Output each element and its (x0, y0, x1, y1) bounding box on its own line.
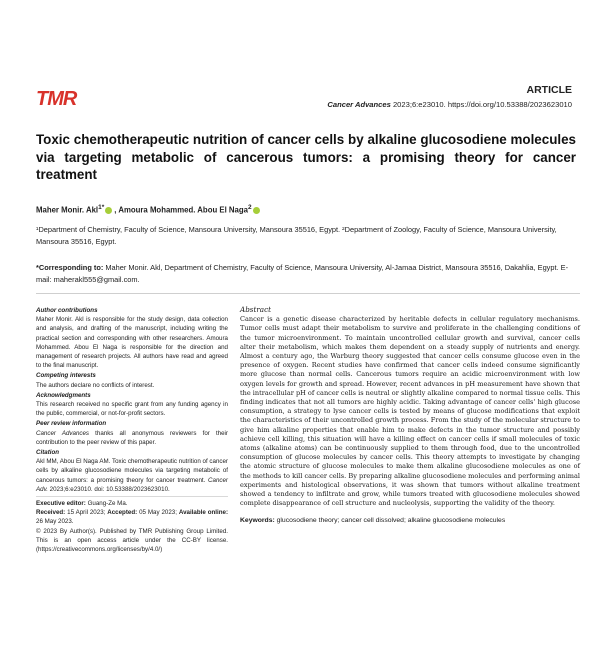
competing-heading: Competing interests (36, 372, 96, 380)
article-type-label: ARTICLE (526, 84, 572, 96)
citation-heading: Citation (36, 449, 60, 457)
doi-text[interactable]: 2023;6:e23010. https://doi.org/10.53388/2023623010 (390, 100, 572, 109)
header-divider (36, 293, 580, 294)
contributions-text: Maher Monir. Akl is responsible for the study design, data collection and analysis, and drafting of the manuscript, including writing the practical section and corresponding with other researchers. Amoura Mohammed. Abou El Naga is responsible for the direction and management of research projects. All authors have read and agreed to the final manuscript. (36, 316, 228, 370)
received-date: 15 April 2023; (65, 509, 108, 517)
peer-review-body: thanks all anonymous reviewers for their contribution to the peer review of this paper. (36, 429, 228, 446)
contributions-heading: Author contributions (36, 307, 98, 314)
article-info-sidebar (36, 305, 228, 554)
citation-journal: Cancer Adv. (36, 476, 228, 493)
peer-review-heading: Peer review information (36, 420, 107, 428)
author-2-affil-sup: 2 (248, 204, 252, 211)
copyright-text: © 2023 By Author(s). Published by TMR Publishing Group Limited. This is an open access article under the CC-BY license. (https://creativecommons.org/licenses/by/4.0/) (36, 527, 228, 554)
dates-line (36, 508, 228, 526)
author-1-name: Maher Monir. Akl (36, 205, 99, 215)
tmr-logo: TMR (36, 88, 77, 110)
abstract-section (240, 305, 580, 526)
accepted-date: 05 May 2023; (137, 509, 179, 517)
corresponding-author (36, 262, 580, 285)
acknowledgments-heading: Acknowledgments (36, 391, 91, 399)
abstract-text: Cancer is a genetic disease characterized by heritable defects in cellular regulatory mechanisms. Tumor cells must adapt their metabolism to survive and proliferate in the challenging conditions of the tumor microenvironment. To maintain uncontrolled cellular growth and survival, cancer cells alter their metabolism, which makes them dependent on a steady supply of nutrients and energy. Almost a century ago, the Warburg theory suggested that cancer cells consume glucose even in the presence of oxygen. Recent studies have confirmed that cancer cells indeed consume significantly more glucose than normal cells. Cancerous tumors require an acidic microenvironment with low oxygen levels for growth and spread. However, recent advances in pH measurement have shown that the intracellular pH of cancer cells is neutral or slightly alkaline compared to normal tissue cells. This finding indicates that not all tumors are highly acidic. Taking advantage of cancer cells' high glucose consumption, a strategy to lyse cancer cells is tested by means of glucose modifications that exploit the characteristics of their uncontrolled growth process. From the study of the molecular structure to give him alkaline properties that enable him to make defects in the tumor structure and possibly achieve cell killing, this situation will have a killing effect on cancer cells if small molecules of toxic atoms (alkaline atoms) can be continuously supplied to them through food, due to the uncontrolled consumption of glucose molecules by cancer cells. This theory attempts to investigate by changing the atomic structure of glucose molecules to make them alkaline glucosodiene molecules as one of the methods to kill cancer cells. By preparing alkaline glucosodiene molecules and performing animal experiments and histological observations, it was shown that tumors without alkaline treatment showed a tendency to infiltrate and grow, while tumors treated with glucosodiene molecules showed complete disappearance of cell structure and nucleolysis, supporting the validity of the theory. (240, 315, 580, 508)
keywords-text: glucosodiene theory; cancer cell dissolved; alkaline glucosodiene molecules (274, 517, 506, 525)
paper-title: Toxic chemotherapeutic nutrition of cancer cells by alkaline glucosodiene molecules via targeting metabolic of cancerous tumors: a promising theory for cancer treatment (36, 132, 576, 182)
competing-text: The authors declare no conflicts of interest. (36, 381, 155, 389)
citation-text (36, 457, 228, 494)
keywords (240, 516, 580, 525)
editor-label: Executive editor: (36, 500, 86, 508)
corresponding-text: Maher Monir. Akl, Department of Chemistry, Faculty of Science, Mansoura University, Al-Jamaa District, Mansoura 35516, Dakahlia, Egypt. E-mail: maherakl555@gmail.com. (36, 263, 569, 284)
corresponding-label: *Corresponding to: (36, 263, 104, 272)
available-label: Available online: (178, 509, 228, 517)
editor-name: Guang-Ze Ma. (85, 500, 128, 508)
executive-editor (36, 499, 228, 508)
author-list: Maher Monir. Akl$^{1*}$ , Amoura Mohammed. Abou El Naga$^2$ (36, 204, 262, 215)
accepted-label: Accepted: (107, 509, 138, 517)
orcid-icon[interactable] (105, 207, 112, 214)
peer-review-journal: Cancer Advances (36, 429, 90, 437)
acknowledgments-text: This research received no specific grant from any funding agency in the public, commercial, or not-for-profit sectors. (36, 401, 228, 418)
peer-review-text (36, 429, 228, 447)
abstract-heading: Abstract (240, 305, 272, 314)
affiliations: ¹Department of Chemistry, Faculty of Science, Mansoura University, Mansoura 35516, Egypt. ²Department of Zoology, Faculty of Science, Mansoura University, Mansoura 35516, Egypt. (36, 225, 557, 246)
citation-body-b: 2023;6:e23010. doi: 10.53388/2023623010. (47, 485, 170, 493)
sidebar-divider (36, 496, 228, 497)
available-date: 26 May 2023. (36, 518, 74, 526)
journal-name: Cancer Advances (327, 100, 391, 109)
orcid-icon[interactable] (253, 207, 260, 214)
author-1-affil-sup: 1* (98, 204, 105, 211)
citation-body-a: Akl MM, Abou El Naga AM. Toxic chemotherapeutic nutrition of cancer cells by alkaline glucosodiene molecules via targeting metabolic of cancerous tumors: a promising theory for cancer treatment. (36, 458, 228, 484)
keywords-label: Keywords: (240, 517, 275, 525)
received-label: Received: (36, 509, 66, 517)
author-2-name: Amoura Mohammed. Abou El Naga (118, 205, 248, 215)
journal-citation-line (327, 100, 572, 109)
